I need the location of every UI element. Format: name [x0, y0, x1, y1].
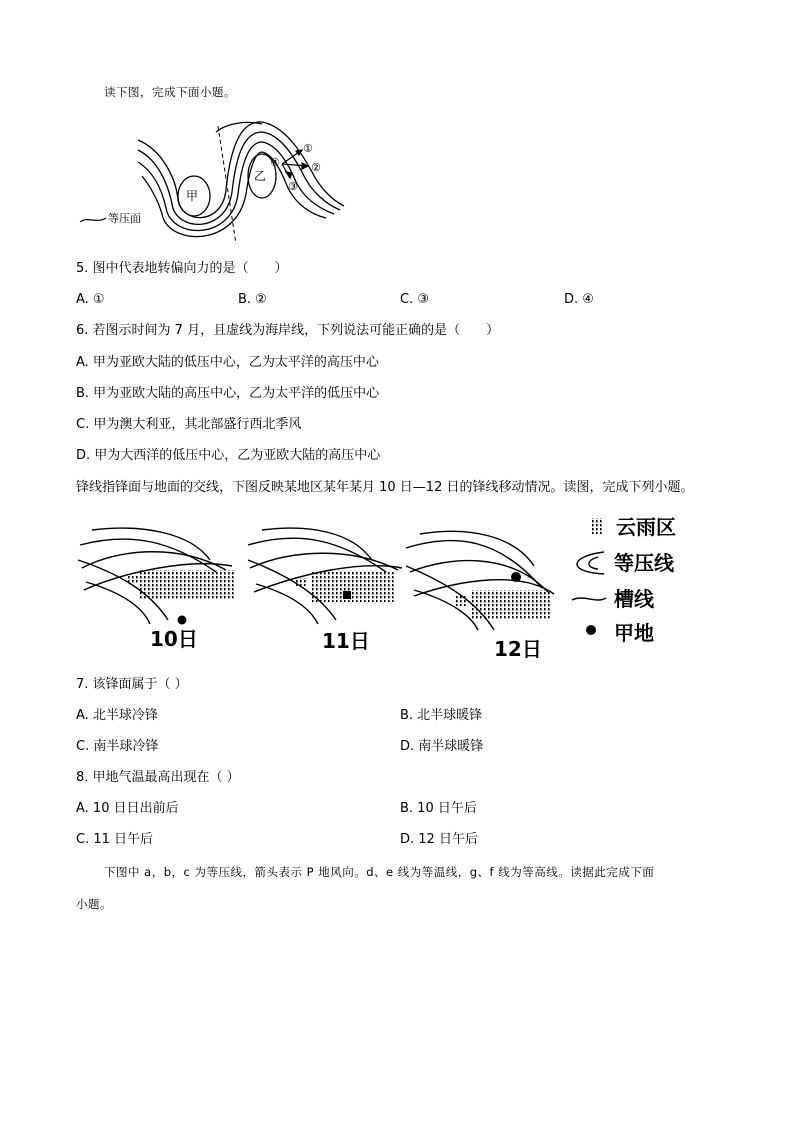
q7-option-b[interactable]: B. 北半球暖锋 [400, 708, 483, 723]
panel-day-12 [406, 531, 554, 630]
label-day-10: 10日 [150, 627, 198, 651]
q5-option-d[interactable]: D. ④ [564, 292, 594, 307]
panel-day-10 [78, 528, 236, 624]
legend-isobar-text: 等压线 [614, 551, 674, 575]
arrow-4-label: ④ [270, 156, 280, 169]
q5-option-c[interactable]: C. ③ [400, 292, 429, 307]
q8-option-a[interactable]: A. 10 日日出前后 [76, 801, 179, 816]
legend-place-text: 甲地 [614, 621, 654, 645]
q7-stem: 7. 该锋面属于（ ） [76, 677, 188, 692]
q5-option-a[interactable]: A. ① [76, 292, 105, 307]
q8-stem: 8. 甲地气温最高出现在（ ） [76, 770, 240, 785]
label-day-11: 11日 [322, 629, 370, 653]
q7-option-a[interactable]: A. 北半球冷锋 [76, 708, 158, 723]
q6-option-b[interactable]: B. 甲为亚欧大陆的高压中心，乙为太平洋的低压中心 [76, 386, 380, 401]
legend-isobar-text: 等压面 [108, 212, 141, 225]
arrow-3-label: ③ [288, 180, 298, 193]
q5-option-b[interactable]: B. ② [238, 292, 267, 307]
intro-text-2: 锋线指锋面与地面的交线，下图反映某地区某年某月 10 日—12 日的锋线移动情况。读图，完成下列小题。 [76, 480, 694, 495]
legend-trough-symbol [572, 598, 606, 600]
legend-rain-text: 云雨区 [616, 515, 676, 539]
q6-option-c[interactable]: C. 甲为澳大利亚，其北部盛行西北季风 [76, 417, 302, 432]
intro-text-1: 读下图，完成下面小题。 [104, 85, 236, 99]
legend-rain-symbol [592, 518, 604, 534]
q5-stem: 5. 图中代表地转偏向力的是（ ） [76, 261, 288, 276]
front-legend [572, 515, 676, 645]
legend-place-symbol [586, 625, 596, 635]
panel-day-11 [248, 528, 402, 624]
legend-isobar-symbol [577, 552, 604, 574]
q6-option-d[interactable]: D. 甲为大西洋的低压中心，乙为亚欧大陆的高压中心 [76, 448, 381, 463]
q8-option-c[interactable]: C. 11 日午后 [76, 832, 154, 847]
q8-option-b[interactable]: B. 10 日午后 [400, 801, 477, 816]
label-day-12: 12日 [494, 637, 542, 661]
q7-option-d[interactable]: D. 南半球暖锋 [400, 739, 484, 754]
label-yi: 乙 [254, 169, 267, 183]
q6-option-a[interactable]: A. 甲为亚欧大陆的低压中心，乙为太平洋的高压中心 [76, 355, 379, 370]
q6-stem: 6. 若图示时间为 7 月，且虚线为海岸线，下列说法可能正确的是（ ） [76, 323, 500, 338]
q7-option-c[interactable]: C. 南半球冷锋 [76, 739, 159, 754]
arrow-2-label: ② [311, 161, 321, 174]
intro-text-3-line1: 下图中 a，b，c 为等压线，箭头表示 P 地风向。d、e 线为等温线，g、f 线为等高线。读据此完成下面 [104, 865, 655, 879]
label-jia: 甲 [186, 189, 199, 203]
arrow-1-label: ① [303, 142, 313, 155]
intro-text-3-line2: 小题。 [76, 897, 112, 911]
legend-trough-text: 槽线 [614, 587, 654, 611]
q8-option-d[interactable]: D. 12 日午后 [400, 832, 478, 847]
